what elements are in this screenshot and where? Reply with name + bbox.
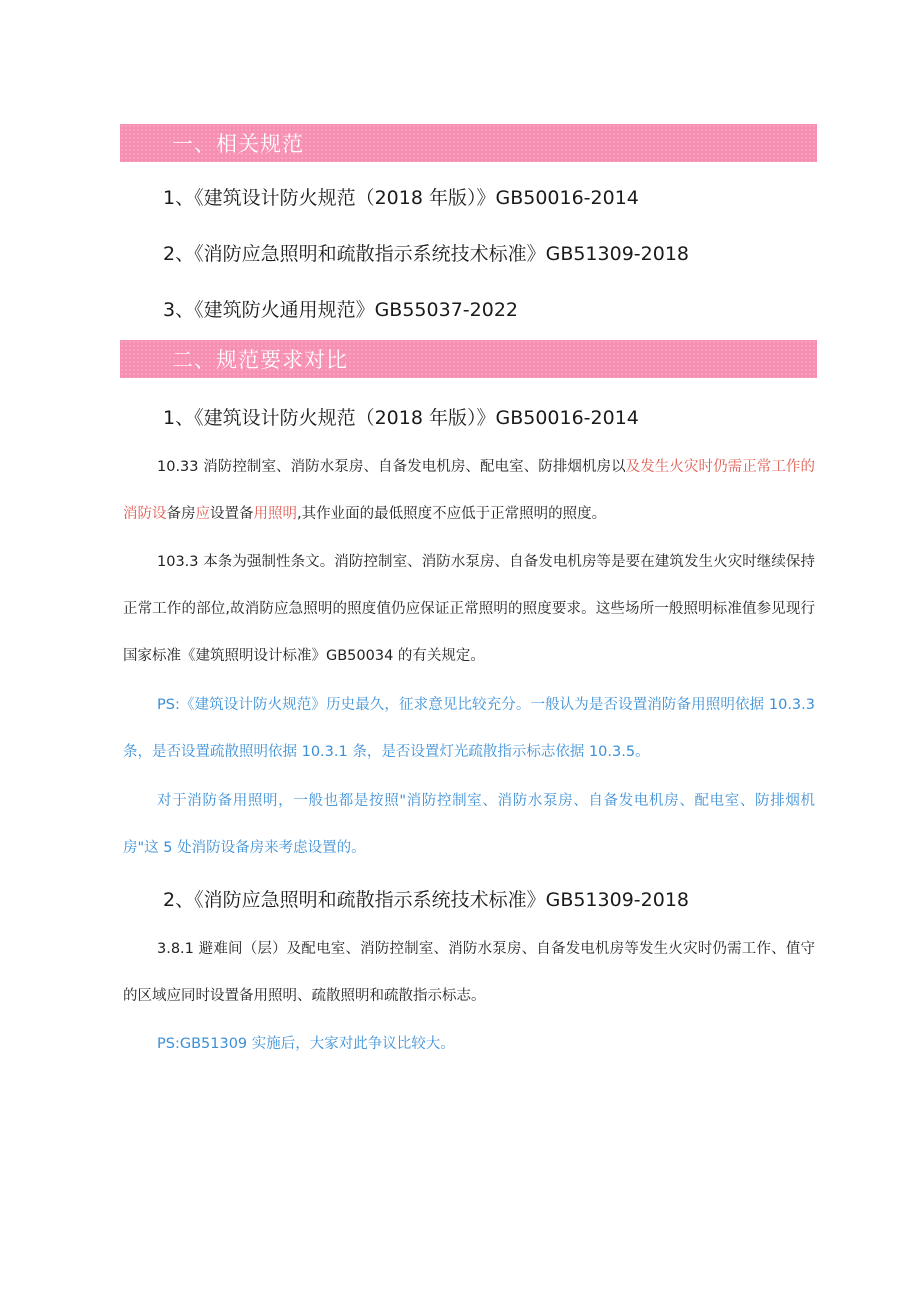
highlight-text: 用照明	[253, 506, 297, 522]
clause-10-3-3: 10.33 消防控制室、消防水泵房、自备发电机房、配电室、防排烟机房以及发生火灾时仍需正常工作的消防设备房应设置备用照明,其作业面的最低照度不应低于正常照明的照度。	[123, 459, 815, 522]
standard-ref-1: 1、《建筑设计防火规范（2018 年版）》GB50016-2014	[163, 187, 639, 209]
standard-ref-2: 2、《消防应急照明和疏散指示系统技术标准》GB51309-2018	[163, 243, 689, 265]
comparison-ref-1: 1、《建筑设计防火规范（2018 年版）》GB50016-2014	[163, 407, 639, 429]
standard-ref-3: 3、《建筑防火通用规范》GB55037-2022	[163, 299, 518, 321]
section-banner-related-standards	[120, 124, 817, 162]
ps-note-3: PS:GB51309 实施后，大家对此争议比较大。	[157, 1036, 455, 1052]
highlight-text: 及发生火灾时仍需正常工作的消防设	[123, 459, 815, 522]
highlight-text: 应	[195, 506, 210, 522]
clause-3-8-1: 3.8.1 避难间（层）及配电室、消防控制室、消防水泵房、自备发电机房等发生火灾时仍需工作、值守的区域应同时设置备用照明、疏散照明和疏散指示标志。	[123, 941, 815, 1004]
clause-explanation: 103.3 本条为强制性条文。消防控制室、消防水泵房、自备发电机房等是要在建筑发生火灾时继续保持正常工作的部位,故消防应急照明的照度值仍应保证正常照明的照度要求。这些场所一般照明标准值参见现行国家标准《建筑照明设计标准》GB50034 的有关规定。	[123, 554, 815, 664]
section-title: 一、相关规范	[172, 132, 304, 156]
ps-note-1: PS:《建筑设计防火规范》历史最久，征求意见比较充分。一般认为是否设置消防备用照明依据 10.3.3 条，是否设置疏散照明依据 10.3.1 条，是否设置灯光疏散指示标志依据 10.3.5。	[123, 697, 815, 760]
section-title: 二、规范要求对比	[172, 348, 348, 372]
section-banner-comparison	[120, 340, 817, 378]
ps-note-2: 对于消防备用照明，一般也都是按照"消防控制室、消防水泵房、自备发电机房、配电室、防排烟机房"这 5 处消防设备房来考虑设置的。	[123, 793, 815, 856]
comparison-ref-2: 2、《消防应急照明和疏散指示系统技术标准》GB51309-2018	[163, 889, 689, 911]
